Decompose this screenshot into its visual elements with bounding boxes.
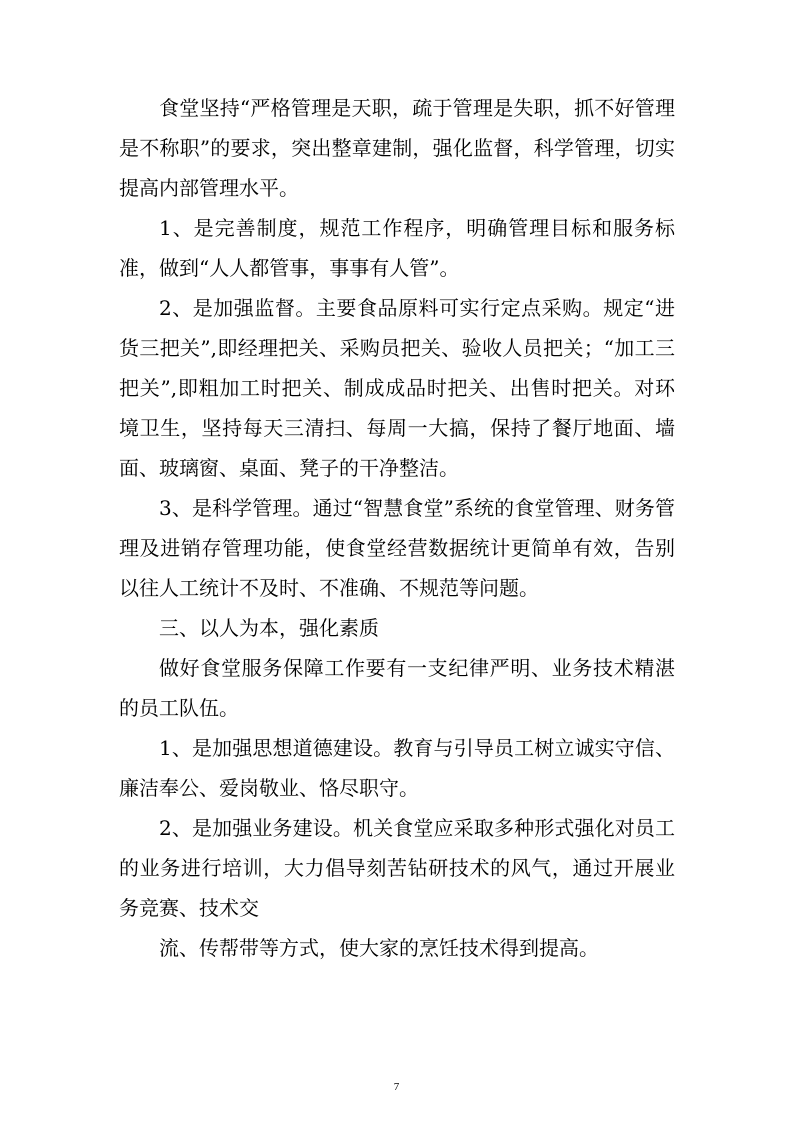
paragraph-improve-system: 1、是完善制度，规范工作程序，明确管理目标和服务标准，做到“人人都管事，事事有人管”。 — [119, 216, 675, 280]
paragraph-skill-improvement: 流、传帮带等方式，使大家的烹饪技术得到提高。 — [159, 936, 599, 960]
document-body — [119, 88, 675, 968]
paragraph-business-construction: 2、是加强业务建设。机关食堂应采取多种形式强化对员工的业务进行培训，大力倡导刻苦钻研技术的风气，通过开展业务竞赛、技术交 — [119, 816, 675, 920]
paragraph-scientific-management: 3、是科学管理。通过“智慧食堂”系统的食堂管理、财务管理及进销存管理功能，使食堂经营数据统计更简单有效，告别以往人工统计不及时、不准确、不规范等问题。 — [119, 496, 675, 600]
section-heading-people-oriented: 三、以人为本，强化素质 — [159, 616, 379, 640]
paragraph-staff-team: 做好食堂服务保障工作要有一支纪律严明、业务技术精湛的员工队伍。 — [119, 656, 675, 720]
page-number: 7 — [393, 1081, 400, 1093]
paragraph-management-intro: 食堂坚持“严格管理是天职，疏于管理是失职，抓不好管理是不称职”的要求，突出整章建制，强化监督，科学管理，切实提高内部管理水平。 — [119, 96, 675, 200]
paragraph-moral-construction: 1、是加强思想道德建设。教育与引导员工树立诚实守信、廉洁奉公、爱岗敬业、恪尽职守。 — [119, 736, 675, 800]
paragraph-strengthen-supervision: 2、是加强监督。主要食品原料可实行定点采购。规定“进货三把关”,即经理把关、采购员把关、验收人员把关；“加工三把关”,即粗加工时把关、制成成品时把关、出售时把关。对环境卫生，坚持每天三清扫、每周一大搞，保持了餐厅地面、墙面、玻璃窗、桌面、凳子的干净整洁。 — [119, 296, 675, 480]
